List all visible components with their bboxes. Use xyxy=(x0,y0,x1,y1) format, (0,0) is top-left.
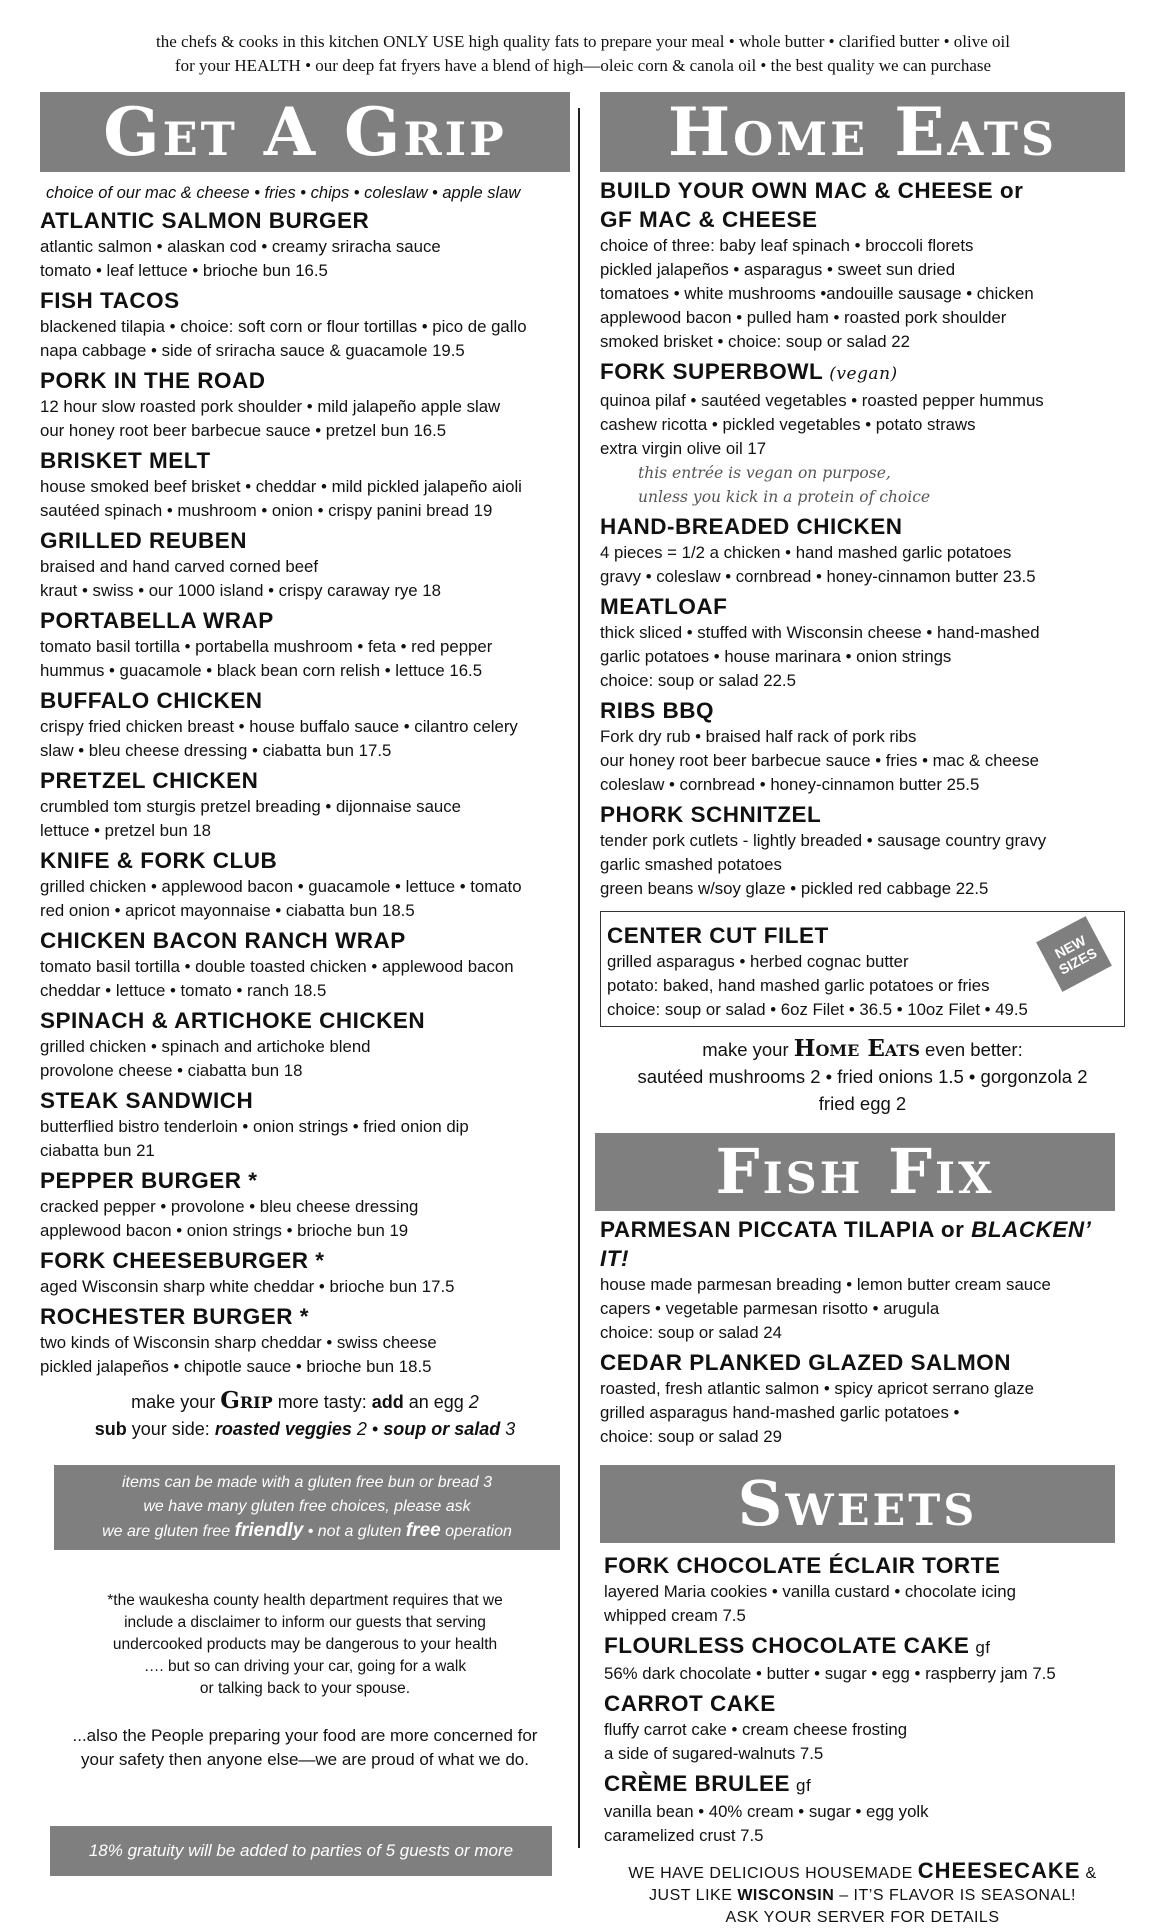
right-column xyxy=(600,92,1125,1929)
menu-item xyxy=(600,176,1125,354)
home-eats-list xyxy=(600,176,1125,901)
menu-item-name: PRETZEL CHICKEN xyxy=(40,768,259,793)
upgrade-text: more tasty: xyxy=(272,1392,372,1412)
menu-item xyxy=(40,1006,570,1083)
menu-item-name: BUILD YOUR OWN MAC & CHEESE or GF MAC & CHEESE xyxy=(600,178,1024,232)
new-sizes-badge: NEW SIZES xyxy=(1036,916,1112,992)
menu-item-name: PHORK SCHNITZEL xyxy=(600,802,822,827)
menu-item xyxy=(604,1551,1125,1628)
menu-item-title xyxy=(40,1302,570,1331)
gluten-free-tag: gf xyxy=(975,1638,991,1657)
menu-item-description: quinoa pilaf • sautéed vegetables • roasted pepper hummus cashew ricotta • pickled vegetables • potato straws extra virgin olive oil 17 xyxy=(600,391,1044,458)
menu-item-description: vanilla bean • 40% cream • sugar • egg yolk caramelized crust 7.5 xyxy=(604,1802,929,1845)
upgrade-soup-price: 3 xyxy=(500,1419,516,1439)
menu-item-title xyxy=(40,1006,570,1035)
menu-item-title xyxy=(600,800,1125,829)
menu-item xyxy=(604,1689,1125,1766)
gluten-free-box xyxy=(54,1465,560,1550)
menu-item-description: 12 hour slow roasted pork shoulder • mild jalapeño apple slaw our honey root beer barbecue sauce • pretzel bun 16.5 xyxy=(40,397,501,440)
menu-item-title xyxy=(40,766,570,795)
menu-item xyxy=(40,606,570,683)
upgrade-sub: sub xyxy=(94,1419,127,1439)
menu-item xyxy=(40,366,570,443)
gf-line-3: we are gluten free friendly • not a gluten free operation xyxy=(102,1520,512,1541)
upgrade-egg: an egg xyxy=(403,1392,469,1412)
menu-item-name: CEDAR PLANKED GLAZED SALMON xyxy=(600,1350,1011,1375)
sweets-banner: Sweets xyxy=(600,1465,1115,1543)
menu-item-description: fluffy carrot cake • cream cheese frosting a side of sugared-walnuts 7.5 xyxy=(604,1720,908,1763)
menu-item-name: FLOURLESS CHOCOLATE CAKE xyxy=(604,1633,970,1658)
menu-item-description: tomato basil tortilla • portabella mushroom • feta • red pepper hummus • guacamole • black bean corn relish • lettuce 16.5 xyxy=(40,637,493,680)
home-eats-upgrade: make your Home Eats even better: sautéed mushrooms 2 • fried onions 1.5 • gorgonzola 2 fried egg 2 xyxy=(600,1035,1125,1117)
menu-item-title xyxy=(40,206,570,235)
menu-item-title xyxy=(600,1215,1125,1273)
menu-item-title xyxy=(40,286,570,315)
menu-item xyxy=(40,526,570,603)
menu-item-description: aged Wisconsin sharp white cheddar • brioche bun 17.5 xyxy=(40,1277,455,1296)
menu-item xyxy=(40,1246,570,1299)
upgrade-add: add xyxy=(371,1392,404,1412)
sides-choice: choice of our mac & cheese • fries • chips • coleslaw • apple slaw xyxy=(46,184,521,202)
menu-item-description: cracked pepper • provolone • bleu cheese dressing applewood bacon • onion strings • brioche bun 19 xyxy=(40,1197,419,1240)
health-disclaimer xyxy=(40,1568,570,1794)
menu-item-name: BUFFALO CHICKEN xyxy=(40,688,263,713)
notice-line-2: for your HEALTH • our deep fat fryers have a blend of high—oleic corn & canola oil • the best quality we can purchase xyxy=(174,56,992,75)
menu-item-name: ROCHESTER BURGER * xyxy=(40,1304,310,1329)
menu-item xyxy=(40,1302,570,1379)
menu-item-description: grilled chicken • applewood bacon • guacamole • lettuce • tomato red onion • apricot mayonnaise • ciabatta bun 18.5 xyxy=(40,877,522,920)
menu-item-description: braised and hand carved corned beef kraut • swiss • our 1000 island • crispy caraway rye 18 xyxy=(40,557,441,600)
menu-item-name: PEPPER BURGER * xyxy=(40,1168,258,1193)
upgrade-egg-price: 2 xyxy=(468,1392,479,1412)
vegan-tag: (vegan) xyxy=(829,364,898,384)
menu-item-title xyxy=(604,1551,1125,1580)
menu-item-description: crumbled tom sturgis pretzel breading • dijonnaise sauce lettuce • pretzel bun 18 xyxy=(40,797,461,840)
menu-item-title xyxy=(600,512,1125,541)
cheesecake-word: CHEESECAKE xyxy=(917,1858,1081,1883)
menu-item-name: SPINACH & ARTICHOKE CHICKEN xyxy=(40,1008,426,1033)
notice-line-1: the chefs & cooks in this kitchen ONLY USE high quality fats to prepare your meal • whole butter • clarified butter • olive oil xyxy=(156,32,1010,51)
menu-item-description: two kinds of Wisconsin sharp cheddar • swiss cheese pickled jalapeños • chipotle sauce • brioche bun 18.5 xyxy=(40,1333,437,1376)
gratuity-notice: 18% gratuity will be added to parties of 5 guests or more xyxy=(50,1826,552,1876)
menu-item-name: BRISKET MELT xyxy=(40,448,211,473)
menu-item-title xyxy=(40,526,570,555)
menu-item-name: STEAK SANDWICH xyxy=(40,1088,254,1113)
menu-item-name: FORK CHOCOLATE ÉCLAIR TORTE xyxy=(604,1553,1001,1578)
fish-fix-list xyxy=(600,1215,1125,1449)
menu-item-title xyxy=(40,1086,570,1115)
menu-item-description: house smoked beef brisket • cheddar • mild pickled jalapeño aioli sautéed spinach • mushroom • onion • crispy panini bread 19 xyxy=(40,477,522,520)
kitchen-fats-notice xyxy=(0,30,1166,78)
menu-item-title xyxy=(40,686,570,715)
menu-item-title xyxy=(604,1689,1125,1718)
menu-item xyxy=(600,1348,1125,1449)
menu-item-title xyxy=(600,176,1125,234)
column-divider xyxy=(578,108,580,1848)
menu-item-title xyxy=(40,926,570,955)
menu-item-name: PARMESAN PICCATA TILAPIA or xyxy=(600,1217,972,1242)
menu-item-name: FORK CHEESEBURGER * xyxy=(40,1248,325,1273)
menu-item-name: FISH TACOS xyxy=(40,288,180,313)
menu-item xyxy=(600,1215,1125,1345)
menu-item-description: butterflied bistro tenderloin • onion strings • fried onion dip ciabatta bun 21 xyxy=(40,1117,469,1160)
gluten-free-tag: gf xyxy=(796,1776,812,1795)
sweets-list xyxy=(604,1551,1125,1848)
menu-item xyxy=(604,1769,1125,1848)
filet-title: CENTER CUT FILET xyxy=(607,923,829,948)
ask-server: ASK YOUR SERVER FOR DETAILS xyxy=(725,1909,1000,1926)
menu-item-name: RIBS BBQ xyxy=(600,698,715,723)
disclaimer-text-2: ...also the People preparing your food are more concerned for your safety then anyone else—we are proud of what we do. xyxy=(72,1726,538,1769)
menu-item-name: FORK SUPERBOWL xyxy=(600,359,824,384)
upgrade-text: make your xyxy=(131,1392,221,1412)
menu-item-description: Fork dry rub • braised half rack of pork ribs our honey root beer barbecue sauce • fries • mac & cheese coleslaw • cornbread • honey-cinnamon butter 25.5 xyxy=(600,727,1039,794)
menu-item-title xyxy=(40,1246,570,1275)
menu-item xyxy=(600,592,1125,693)
menu-item-description: blackened tilapia • choice: soft corn or flour tortillas • pico de gallo napa cabbage • side of sriracha sauce & guacamole 19.5 xyxy=(40,317,527,360)
get-a-grip-section xyxy=(40,92,570,1876)
menu-item-description: choice of three: baby leaf spinach • broccoli florets pickled jalapeños • asparagus • sweet sun dried tomatoes • white mushrooms •andouille sausage • chicken applewood bacon • pulled ham • roasted pork shoulder smoked brisket • choice: soup or salad 22 xyxy=(600,236,1034,351)
menu-item-title xyxy=(604,1769,1125,1800)
menu-item xyxy=(40,286,570,363)
menu-item-name: HAND-BREADED CHICKEN xyxy=(600,514,903,539)
menu-item-description: atlantic salmon • alaskan cod • creamy sriracha sauce tomato • leaf lettuce • brioche bun 16.5 xyxy=(40,237,441,280)
menu-item-description: roasted, fresh atlantic salmon • spicy apricot serrano glaze grilled asparagus hand-mashed garlic potatoes • choice: soup or salad 29 xyxy=(600,1379,1035,1446)
menu-item-name: PORK IN THE ROAD xyxy=(40,368,266,393)
home-eats-banner: Home Eats xyxy=(600,92,1125,172)
menu-item xyxy=(600,696,1125,797)
menu-item-title xyxy=(40,846,570,875)
upgrade-veggies-price: 2 • xyxy=(351,1419,384,1439)
menu-item xyxy=(40,926,570,1003)
menu-item-name: CRÈME BRULEE xyxy=(604,1771,791,1796)
menu-item-title xyxy=(600,1348,1125,1377)
menu-item-description: crispy fried chicken breast • house buffalo sauce • cilantro celery slaw • bleu cheese dressing • ciabatta bun 17.5 xyxy=(40,717,518,760)
center-cut-filet-box xyxy=(600,911,1125,1027)
menu-item-description: 56% dark chocolate • butter • sugar • egg • raspberry jam 7.5 xyxy=(604,1664,1056,1683)
menu-item-title xyxy=(604,1631,1125,1662)
get-a-grip-banner: Get A Grip xyxy=(40,92,570,172)
menu-item xyxy=(600,512,1125,589)
menu-item xyxy=(600,800,1125,901)
menu-item-description: tomato basil tortilla • double toasted chicken • applewood bacon cheddar • lettuce • tomato • ranch 18.5 xyxy=(40,957,514,1000)
gf-friendly: friendly xyxy=(234,1520,304,1541)
menu-item xyxy=(40,206,570,283)
menu-item xyxy=(40,446,570,523)
home-eats-brand-word: Home Eats xyxy=(793,1035,920,1062)
upgrade-side: your side: xyxy=(126,1419,215,1439)
menu-item-name: KNIFE & FORK CLUB xyxy=(40,848,278,873)
menu-item-title xyxy=(600,696,1125,725)
menu-item xyxy=(40,846,570,923)
gf-free: free xyxy=(405,1520,441,1541)
menu-item xyxy=(40,1166,570,1243)
upgrade-options: sautéed mushrooms 2 • fried onions 1.5 • gorgonzola 2 xyxy=(637,1066,1088,1087)
menu-item-title xyxy=(600,357,1125,389)
menu-item xyxy=(604,1631,1125,1686)
menu-item-title xyxy=(40,446,570,475)
upgrade-options-2: fried egg 2 xyxy=(818,1093,907,1114)
menu-item-title xyxy=(40,1166,570,1195)
grip-menu-list xyxy=(40,206,570,1379)
menu-item-description: 4 pieces = 1/2 a chicken • hand mashed garlic potatoes gravy • coleslaw • cornbread • honey-cinnamon butter 23.5 xyxy=(600,543,1036,586)
filet-desc: grilled asparagus • herbed cognac butter potato: baked, hand mashed garlic potatoes or fries choice: soup or salad • 6oz Filet • 36.5 • 10oz Filet • 49.5 xyxy=(607,952,1028,1019)
cheesecake-note: WE HAVE DELICIOUS HOUSEMADE CHEESECAKE & JUST LIKE WISCONSIN – IT’S FLAVOR IS SEASONAL! ASK YOUR SERVER FOR DETAILS xyxy=(600,1860,1125,1929)
menu-item xyxy=(40,1086,570,1163)
menu-item xyxy=(40,766,570,843)
fish-fix-banner: Fish Fix xyxy=(595,1133,1115,1211)
menu-item xyxy=(600,357,1125,509)
menu-item-description: layered Maria cookies • vanilla custard • chocolate icing whipped cream 7.5 xyxy=(604,1582,1016,1625)
vegan-note: this entrée is vegan on purpose, unless you kick in a protein of choice xyxy=(638,464,931,506)
upgrade-veggies: roasted veggies xyxy=(214,1419,352,1439)
menu-item-title xyxy=(40,606,570,635)
disclaimer-text-1: *the waukesha county health department requires that we include a disclaimer to inform our guests that serving undercooked products may be dangerous to your health …. but so can driving your car, going for a walk or talking back to your spouse. xyxy=(107,1592,503,1697)
grip-brand-word: Grip xyxy=(220,1387,273,1414)
menu-item-name: PORTABELLA WRAP xyxy=(40,608,274,633)
menu-item xyxy=(40,686,570,763)
menu-item-description: grilled chicken • spinach and artichoke blend provolone cheese • ciabatta bun 18 xyxy=(40,1037,371,1080)
menu-item-description: house made parmesan breading • lemon butter cream sauce capers • vegetable parmesan risotto • arugula choice: soup or salad 24 xyxy=(600,1275,1051,1342)
menu-item-title xyxy=(40,366,570,395)
upgrade-soup: soup or salad xyxy=(383,1419,501,1439)
wisconsin-word: WISCONSIN xyxy=(737,1887,835,1904)
menu-item-name: ATLANTIC SALMON BURGER xyxy=(40,208,370,233)
menu-item-name: CHICKEN BACON RANCH WRAP xyxy=(40,928,406,953)
menu-item-name: GRILLED REUBEN xyxy=(40,528,248,553)
gf-line-1: items can be made with a gluten free bun or bread 3 xyxy=(122,1474,492,1491)
menu-item-description: thick sliced • stuffed with Wisconsin cheese • hand-mashed garlic potatoes • house marinara • onion strings choice: soup or salad 22.5 xyxy=(600,623,1040,690)
menu-item-name: MEATLOAF xyxy=(600,594,728,619)
gf-line-2: we have many gluten free choices, please ask xyxy=(143,1498,471,1515)
menu-item-name-emphasis: BLACKEN’ IT! xyxy=(600,1217,1091,1271)
menu-item-title xyxy=(600,592,1125,621)
menu-item-name: CARROT CAKE xyxy=(604,1691,776,1716)
grip-upgrade xyxy=(40,1387,570,1443)
menu-item-description: tender pork cutlets - lightly breaded • sausage country gravy garlic smashed potatoes green beans w/soy glaze • pickled red cabbage 22.5 xyxy=(600,831,1047,898)
